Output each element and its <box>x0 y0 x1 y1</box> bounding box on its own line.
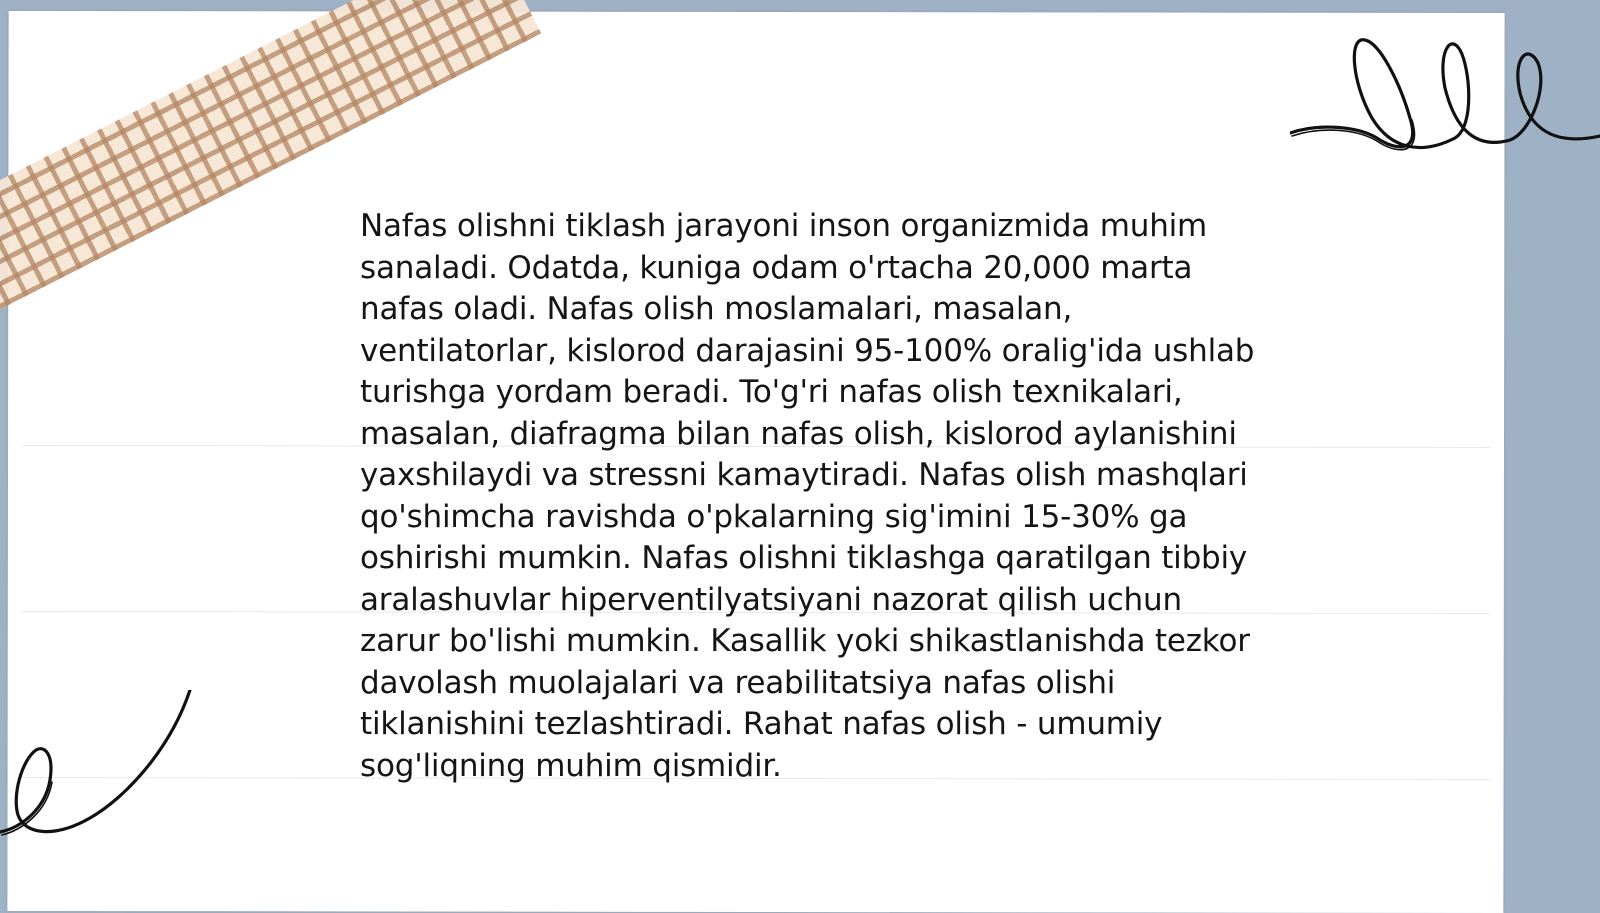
curl-doodle-icon <box>0 690 210 850</box>
loop-doodle-icon <box>1290 28 1600 168</box>
body-paragraph: Nafas olishni tiklash jarayoni inson organizmida muhim sanaladi. Odatda, kuniga odam o'rtacha 20,000 marta nafas oladi. Nafas olish moslamalari, masalan, ventilatorlar, kislorod darajasini 95-100% oralig'ida ushlab turishga yordam beradi. To'g'ri nafas olish texnikalari, masalan, diafragma bilan nafas olish, kislorod aylanishini yaxshilaydi va stressni kamaytiradi. Nafas olish mashqlari qo'shimcha ravishda o'pkalarning sig'imini 15-30% ga oshirishi mumkin. Nafas olishni tiklashga qaratilgan tibbiy aralashuvlar hiperventilyatsiyani nazorat qilish uchun zarur bo'lishi mumkin. Kasallik yoki shikastlanishda tezkor davolash muolajalari va reabilitatsiya nafas olishi tiklanishini tezlashtiradi. Rahat nafas olish - umumiy sog'liqning muhim qismidir. <box>360 208 1255 784</box>
